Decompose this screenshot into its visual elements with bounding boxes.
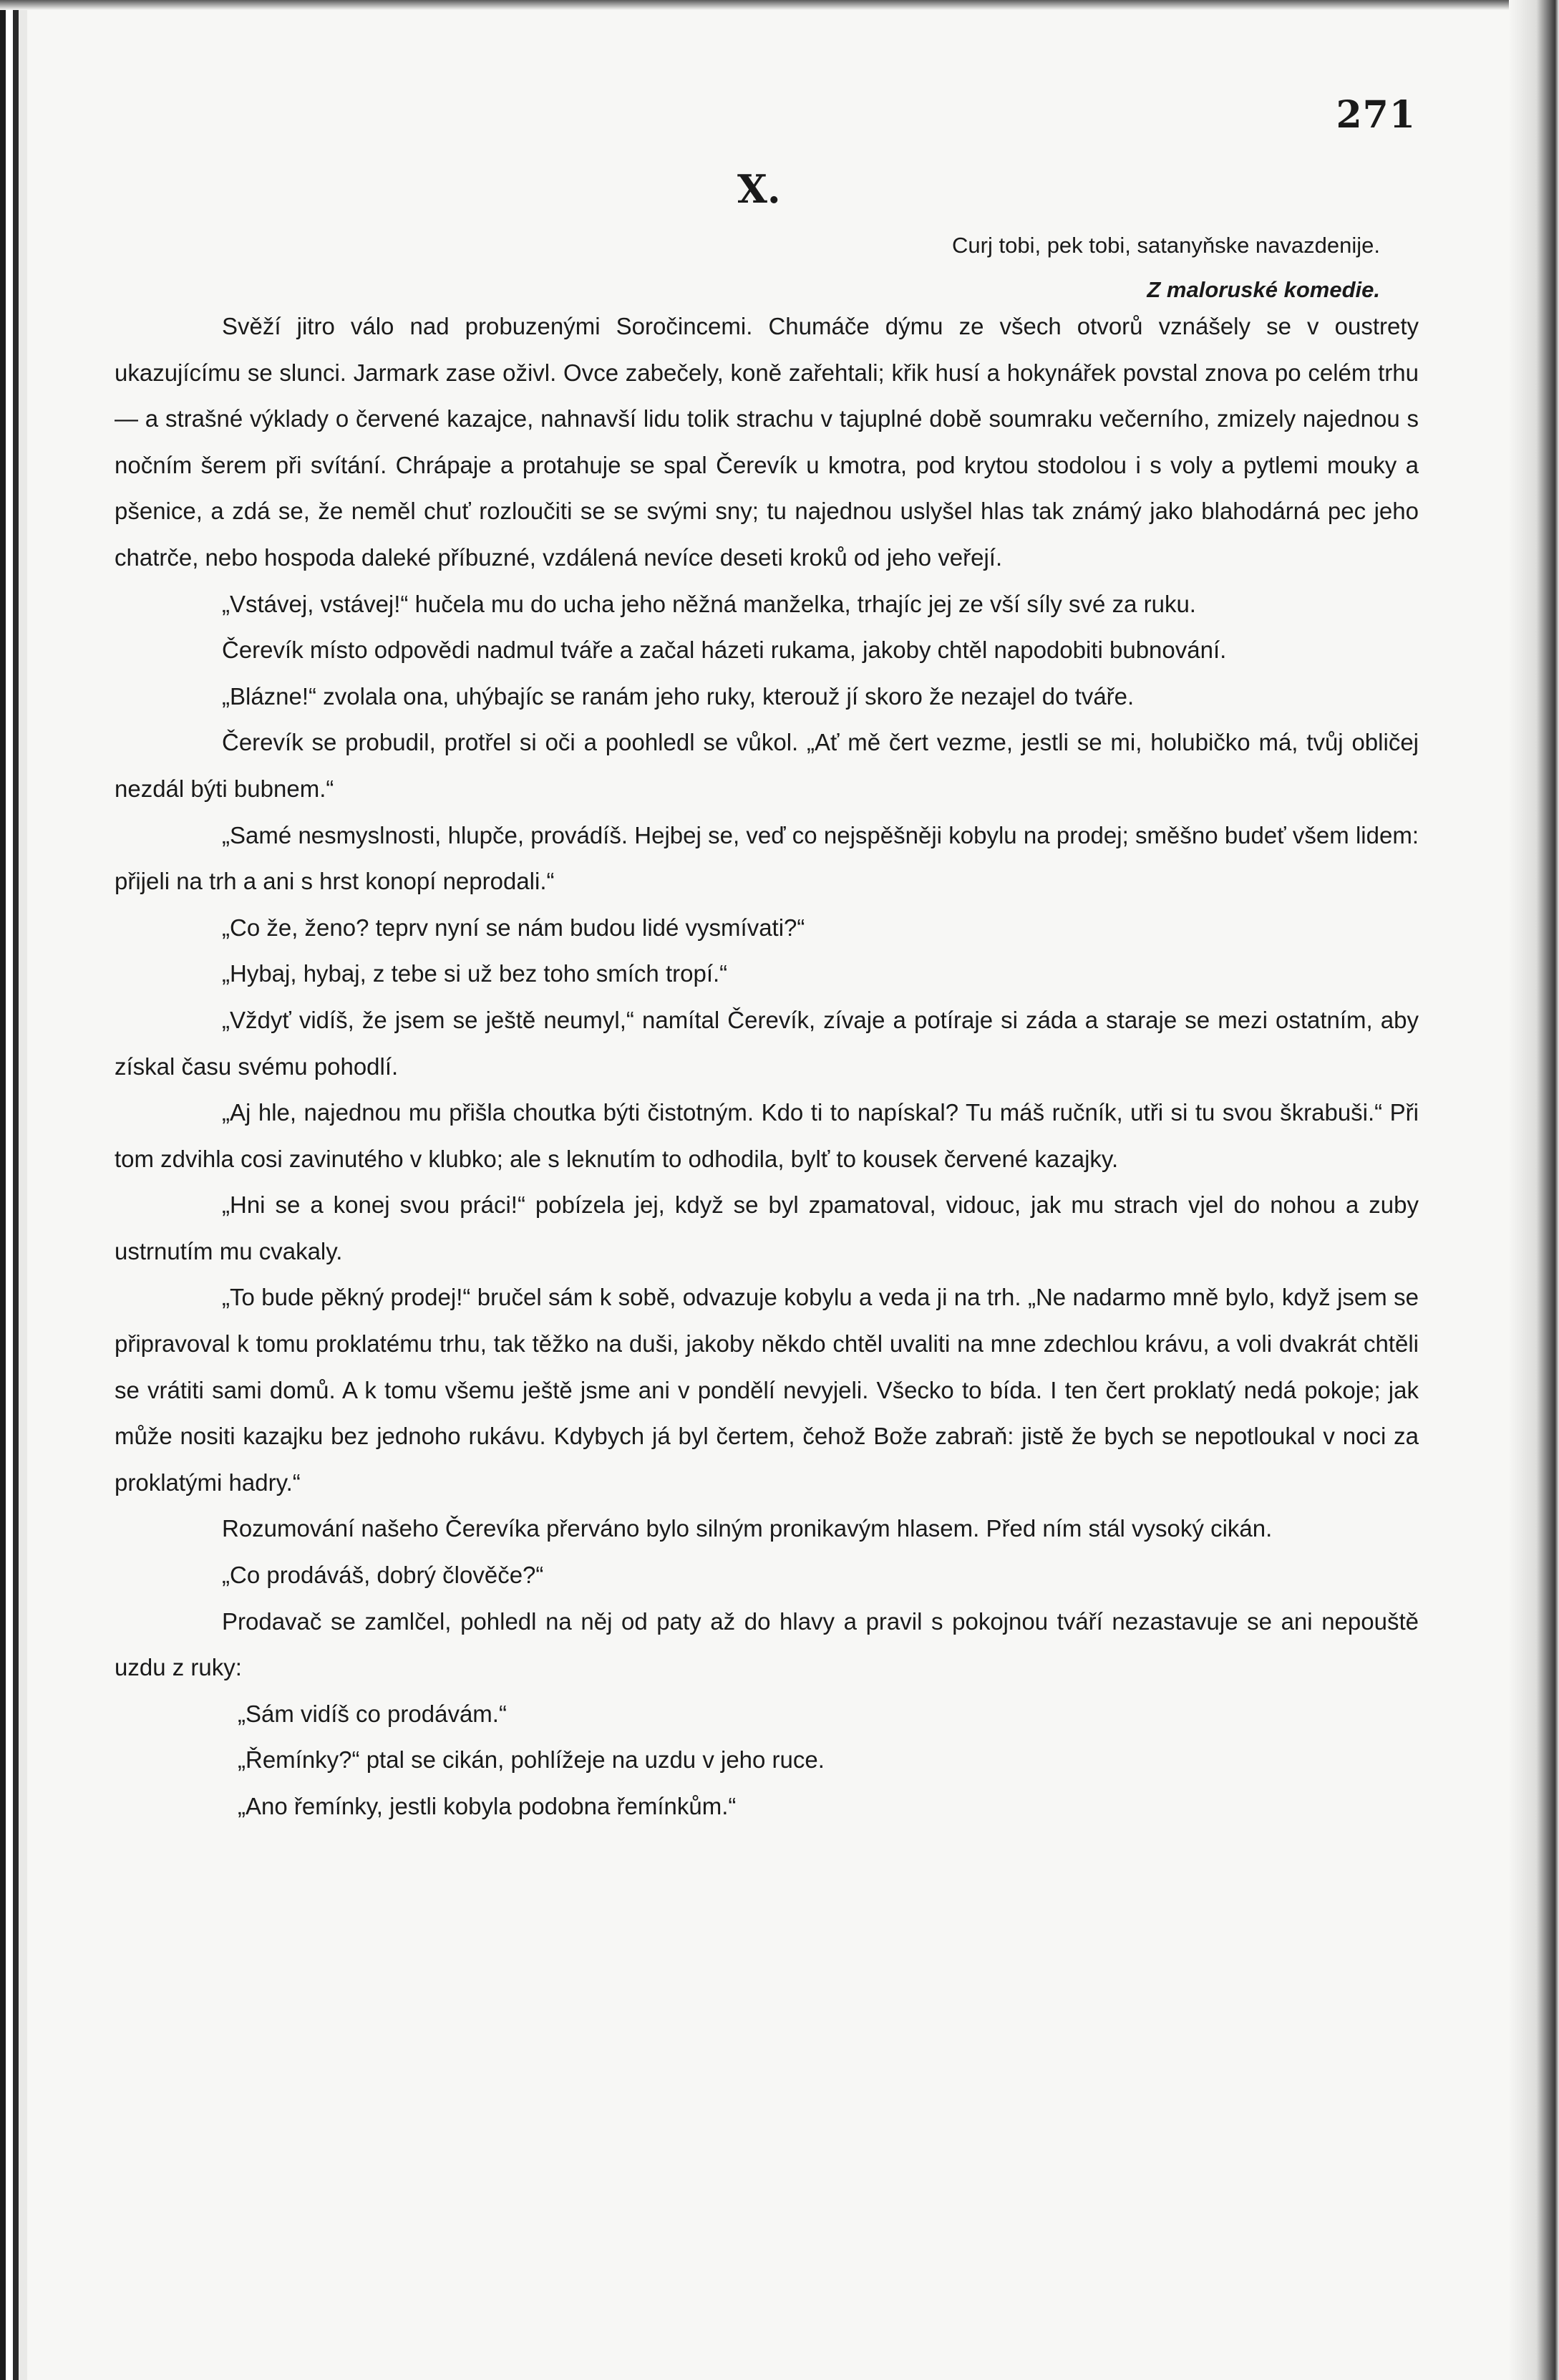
- paragraph: „Řemínky?“ ptal se cikán, pohlížeje na uzdu v jeho ruce.: [238, 1746, 825, 1774]
- chapter-title: X.: [737, 166, 781, 212]
- paragraph: „Blázne!“ zvolala ona, uhýbajíc se ranám jeho ruky, kterouž jí skoro že nezajel do tváře.: [222, 682, 1135, 710]
- paragraph: „Co prodáváš, dobrý člověče?“: [222, 1562, 544, 1589]
- binding-edge: [0, 0, 27, 2380]
- paragraph: „Sám vidíš co prodávám.“: [238, 1700, 507, 1727]
- epigraph-source: Z maloruské komedie.: [1147, 277, 1380, 302]
- epigraph: [952, 223, 1380, 312]
- epigraph-quote: Curj tobi, pek tobi, satanyňske navazdenije.: [952, 233, 1380, 258]
- paragraph: „Samé nesmyslnosti, hlupče, provádíš. Hejbej se, veď co nejspěšněji kobylu na prodej; směšno budeť všem lidem: přijeli na trh a ani s hrst konopí neprodali.“: [115, 821, 1419, 895]
- paragraph: Čerevík místo odpovědi nadmul tváře a začal házeti rukama, jakoby chtěl napodobiti bubnování.: [222, 637, 1227, 664]
- top-edge: [0, 0, 1559, 10]
- right-edge: [1509, 0, 1559, 2380]
- paragraph: Rozumování našeho Čerevíka přerváno bylo silným pronikavým hlasem. Před ním stál vysoký cikán.: [222, 1515, 1273, 1542]
- paragraph: „Vždyť vidíš, že jsem se ještě neumyl,“ namítal Čerevík, zívaje a potíraje si záda a staraje se mezi ostatním, aby získal času svému pohodlí.: [115, 1006, 1419, 1080]
- paragraph: „Vstávej, vstávej!“ hučela mu do ucha jeho něžná manželka, trhajíc jej ze vší síly své za ruku.: [222, 590, 1196, 617]
- paragraph: Svěží jitro válo nad probuzenými Soročincemi. Chumáče dýmu ze všech otvorů vznášely se v oustrety ukazujícímu se slunci. Jarmark zase oživl. Ovce zabečely, koně zařehtali; křik husí a hokynářek povstal znova po celém trhu — a strašné výklady o červené kazajce, nahnavší lidu tolik strachu v tajuplné době soumraku večerního, zmizely najednou s nočním šerem při svítání. Chrápaje a protahuje se spal Čerevík u kmotra, pod krytou stodolou i s voly a pytlemi mouky a pšenice, a zdá se, že neměl chuť rozloučiti se se svými sny; tu najednou uslyšel hlas tak známý jako blahodárná pec jeho chatrče, nebo hospoda daleké příbuzné, vzdálená nevíce deseti kroků od jeho veřejí.: [115, 313, 1419, 571]
- paragraph: Prodavač se zamlčel, pohledl na něj od paty až do hlavy a pravil s pokojnou tváří nezastavuje se ani nepouště uzdu z ruky:: [115, 1607, 1419, 1681]
- paragraph: „Co že, ženo? teprv nyní se nám budou lidé vysmívati?“: [222, 914, 805, 941]
- paragraph: „Aj hle, najednou mu přišla choutka býti čistotným. Kdo ti to napískal? Tu máš ručník, utři si tu svou škrabuši.“ Při tom zdvihla cosi zavinutého v klubko; ale s leknutím to odhodila, bylť to kousek červené kazajky.: [115, 1099, 1419, 1172]
- page-number: 271: [1336, 93, 1416, 137]
- paragraph: „Hybaj, hybaj, z tebe si už bez toho smích tropí.“: [222, 960, 728, 987]
- paragraph: „Hni se a konej svou práci!“ pobízela jej, když se byl zpamatoval, vidouc, jak mu strach vjel do nohou a zuby ustrnutím mu cvakaly.: [115, 1191, 1419, 1264]
- paragraph: „To bude pěkný prodej!“ bručel sám k sobě, odvazuje kobylu a veda ji na trh. „Ne nadarmo mně bylo, když jsem se připravoval k tomu proklatému trhu, tak těžko na duši, jakoby někdo chtěl uvaliti na mne zdechlou krávu, a voli dvakrát chtěli se vrátiti sami domů. A k tomu všemu ještě jsme ani v pondělí nevyjeli. Všecko to bída. I ten čert proklatý nedá pokoje; jak může nositi kazajku bez jednoho rukávu. Kdybych já byl čertem, čehož Bože zabraň: jistě že bych se nepotloukal v noci za proklatými hadry.“: [115, 1284, 1419, 1496]
- paragraph: Čerevík se probudil, protřel si oči a poohledl se vůkol. „Ať mě čert vezme, jestli se mi, holubičko má, tvůj obličej nezdál býti bubnem.“: [115, 729, 1419, 802]
- body-text: [115, 304, 1419, 1830]
- paragraph: „Ano řemínky, jestli kobyla podobna řemínkům.“: [238, 1793, 737, 1819]
